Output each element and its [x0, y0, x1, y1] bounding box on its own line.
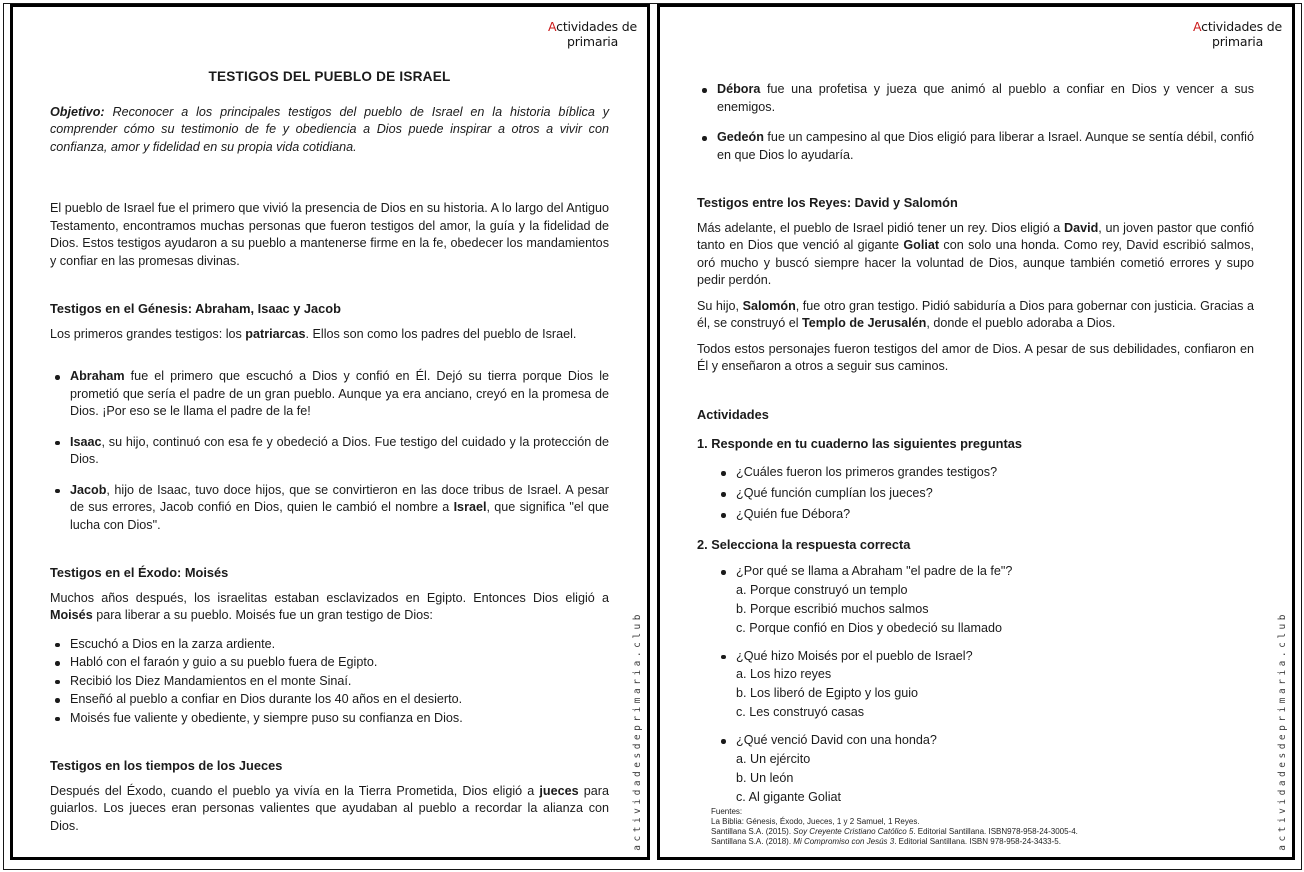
section-heading: Testigos en los tiempos de los Jueces	[50, 758, 283, 773]
watermark-vertical-url: actividadesdeprimaria.club	[632, 611, 643, 851]
quiz-option: c. Al gigante Goliat	[736, 789, 842, 804]
section-heading: Testigos en el Génesis: Abraham, Isaac y Jacob	[50, 301, 341, 316]
quiz-option: c. Porque confió en Dios y obedeció su llamado	[736, 620, 1003, 635]
paragraph: Muchos años después, los israelitas estaban esclavizados en Egipto. Entonces Dios eligió a Moisés para liberar a su pueblo. Moisés fue un gran testigo de Dios:	[50, 590, 609, 622]
watermark-vertical-url: actividadesdeprimaria.club	[1277, 611, 1288, 851]
bullet-item: ¿Quién fue Débora?	[719, 506, 1254, 524]
bullet-item: ¿Cuáles fueron los primeros grandes testigos?	[719, 464, 1254, 482]
quiz-option: b. Porque escribió muchos salmos	[736, 601, 929, 616]
bullet-item: ¿Qué función cumplían los jueces?	[719, 485, 1254, 503]
page-1	[10, 4, 650, 860]
quiz-item	[719, 563, 1254, 638]
bullet-list	[53, 355, 609, 534]
quiz-entry	[719, 732, 1254, 807]
page-2	[657, 4, 1295, 860]
sources	[697, 807, 1254, 847]
section-heading: 2. Selecciona la respuesta correcta	[697, 536, 911, 552]
quiz-option: c. Les construyó casas	[736, 705, 865, 719]
bullet-item: Moisés fue valiente y obediente, y siempre puso su confianza en Dios.	[53, 710, 609, 728]
bullet-item: Enseñó al pueblo a confiar en Dios durante los 40 años en el desierto.	[53, 691, 609, 709]
document-title: TESTIGOS DEL PUEBLO DE ISRAEL	[208, 69, 451, 84]
bullet-item: Escuchó a Dios en la zarza ardiente.	[53, 636, 609, 654]
quiz-entry	[719, 648, 1254, 723]
source-line: La Biblia: Génesis, Éxodo, Jueces, 1 y 2 Samuel, 1 Reyes.	[711, 816, 920, 826]
paragraph: Los primeros grandes testigos: los patriarcas. Ellos son como los padres del pueblo de Israel.	[50, 326, 577, 341]
paragraph: Su hijo, Salomón, fue otro gran testigo. Pidió sabiduría a Dios para gobernar con justicia. Gracias a él, se construyó el Templo de Jerusalén, donde el pueblo adoraba a Dios.	[697, 298, 1254, 330]
bullet-item: Isaac, su hijo, continuó con esa fe y obedeció a Dios. Fue testigo del cuidado y la protección de Dios.	[53, 434, 609, 469]
paragraph: Más adelante, el pueblo de Israel pidió tener un rey. Dios eligió a David, un joven pastor que confió tanto en Dios que venció al gigante Goliat con solo una honda. Como rey, David escribió salmos, oró mucho y buscó siempre hacer la voluntad de Dios, aunque también cometió errores y supo pedir perdón.	[697, 220, 1254, 287]
section-heading: 1. Responde en tu cuaderno las siguientes preguntas	[697, 436, 1022, 451]
paragraph: Objetivo: Reconocer a los principales testigos del pueblo de Israel en la historia bíblica y comprender cómo su testimonio de fe y obediencia a Dios puede inspirar a otros a vivir con confianza, amor y fidelidad en su propia vida cotidiana.	[50, 104, 610, 154]
brand-line1-rest: ctividades de	[1201, 19, 1282, 34]
quiz-option: a. Porque construyó un templo	[736, 582, 908, 597]
section-heading: Testigos entre los Reyes: David y Salomón	[697, 195, 958, 210]
bullet-list	[700, 68, 1254, 164]
page-1-content	[13, 10, 647, 857]
source-line: Santillana S.A. (2015). Soy Creyente Cristiano Católico 5. Editorial Santillana. ISBN978-958-24-3005-4.	[711, 826, 1078, 836]
quiz-question: ¿Qué hizo Moisés por el pueblo de Israel?	[736, 648, 973, 663]
quiz-option: a. Un ejército	[736, 751, 811, 766]
quiz-item	[719, 732, 1254, 807]
section-heading: Actividades	[697, 406, 769, 422]
bullet-item: Gedeón fue un campesino al que Dios eligió para liberar a Israel. Aunque se sentía débil, confió en que Dios lo ayudaría.	[700, 129, 1254, 164]
bullet-item: Recibió los Diez Mandamientos en el monte Sinaí.	[53, 673, 609, 691]
source-line: Fuentes:	[711, 806, 743, 816]
paragraph: Todos estos personajes fueron testigos del amor de Dios. A pesar de sus debilidades, confiaron en Él y enseñaron a otros a seguir sus caminos.	[697, 341, 1254, 373]
brand-logo-line2: primaria	[1211, 34, 1264, 49]
bullet-list	[719, 461, 1254, 524]
bullet-item: Débora fue una profetisa y jueza que animó al pueblo a confiar en Dios y vencer a sus enemigos.	[700, 81, 1254, 116]
bullet-item: Abraham fue el primero que escuchó a Dios y confió en Él. Dejó su tierra porque Dios le prometió que sería el padre de un gran pueblo. Aunque ya era anciano, creyó en la promesa de Dios. ¡Por eso se le llama el padre de la fe!	[53, 368, 609, 421]
quiz-option: b. Los liberó de Egipto y los guio	[736, 686, 919, 700]
quiz-question: ¿Por qué se llama a Abraham "el padre de la fe"?	[736, 564, 1013, 578]
quiz-entry	[719, 563, 1254, 638]
quiz-question: ¿Qué venció David con una honda?	[736, 733, 937, 747]
quiz-option: b. Un león	[736, 770, 794, 785]
page-2-content	[660, 10, 1292, 857]
brand-logo-line2: primaria	[566, 34, 619, 49]
paragraph: Después del Éxodo, cuando el pueblo ya vivía en la Tierra Prometida, Dios eligió a jueces para guiarlos. Los jueces eran personas valientes que ayudaban al pueblo a recordar la alianza con Dios.	[50, 783, 609, 833]
paragraph: El pueblo de Israel fue el primero que vivió la presencia de Dios en su historia. A lo largo del Antiguo Testamento, encontramos muchas personas que fueron testigos del amor, la guía y la fidelidad de Dios. Estos testigos ayudaron a su pueblo a mantenerse firme en la fe, obedecer los mandamientos y confiar en las promesas divinas.	[50, 201, 609, 268]
source-line: Santillana S.A. (2018). Mi Compromiso con Jesús 3. Editorial Santillana. ISBN 978-958-24-3433-5.	[711, 836, 1061, 846]
bullet-item: Habló con el faraón y guio a su pueblo fuera de Egipto.	[53, 654, 609, 672]
brand-accent-letter: A	[1193, 19, 1202, 34]
brand-line1-rest: ctividades de	[556, 19, 637, 34]
bullet-item: Jacob, hijo de Isaac, tuvo doce hijos, que se convirtieron en las doce tribus de Israel. A pesar de sus errores, Jacob confió en Dios, quien le cambió el nombre a Israel, que significa "el que lucha con Dios".	[53, 482, 609, 535]
bullet-list	[53, 635, 609, 728]
brand-accent-letter: A	[548, 19, 557, 34]
quiz-item	[719, 648, 1254, 723]
quiz-option: a. Los hizo reyes	[736, 667, 832, 681]
section-heading: Testigos en el Éxodo: Moisés	[50, 565, 229, 580]
